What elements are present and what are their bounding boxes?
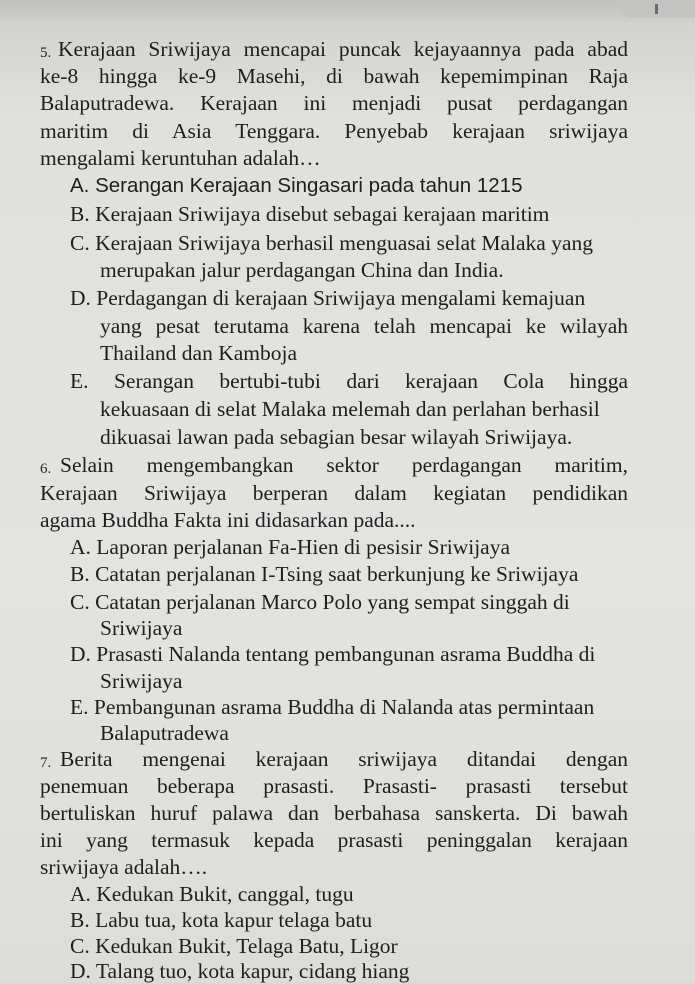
status-tick-icon [655, 4, 658, 14]
option-c: C. Kerajaan Sriwijaya berhasil menguasai selat Malaka yang [70, 231, 593, 255]
option-e-continued: Balaputradewa [100, 721, 229, 745]
question-text-line: maritim di Asia Tenggara. Penyebab kerajaan sriwijaya [40, 119, 628, 143]
option-c-continued: merupakan jalur perdagangan China dan India. [100, 258, 504, 282]
question-number: 7. [40, 755, 52, 771]
question-text-line: penemuan beberapa prasasti. Prasasti- prasasti tersebut [40, 774, 628, 798]
option-e-continued: kekuasaan di selat Malaka melemah dan perlahan berhasil [100, 397, 600, 421]
question-number: 5. [40, 45, 52, 61]
option-d-continued: yang pesat terutama karena telah mencapai ke wilayah [100, 314, 628, 338]
top-edge-bar [0, 0, 695, 22]
option-e-continued: dikuasai lawan pada sebagian besar wilayah Sriwijaya. [100, 425, 573, 449]
question-text-line: ini yang termasuk kepada prasasti peninggalan kerajaan [40, 828, 628, 852]
option-b: B. Kerajaan Sriwijaya disebut sebagai kerajaan maritim [70, 202, 550, 226]
option-d-continued: Sriwijaya [100, 669, 183, 693]
option-e: E. Serangan bertubi-tubi dari kerajaan Cola hingga [70, 369, 628, 393]
option-a: A. Kedukan Bukit, canggal, tugu [70, 882, 354, 906]
option-c: C. Kedukan Bukit, Telaga Batu, Ligor [70, 934, 398, 958]
question-number: 6. [40, 461, 52, 477]
question-text-line: Kerajaan Sriwijaya berperan dalam kegiatan pendidikan [40, 481, 628, 505]
question-text-line: sriwijaya adalah…. [40, 855, 208, 879]
question-text-line: agama Buddha Fakta ini didasarkan pada.... [40, 508, 416, 532]
option-c: C. Catatan perjalanan Marco Polo yang sempat singgah di [70, 590, 570, 614]
option-b: B. Catatan perjalanan I-Tsing saat berkunjung ke Sriwijaya [70, 562, 579, 586]
option-b: B. Labu tua, kota kapur telaga batu [70, 908, 373, 932]
option-d: D. Perdagangan di kerajaan Sriwijaya mengalami kemajuan [70, 286, 586, 310]
question-text-line: Balaputradewa. Kerajaan ini menjadi pusat perdagangan [40, 91, 628, 115]
question-text-line: bertuliskan huruf palawa dan berbahasa sanskerta. Di bawah [40, 801, 628, 825]
option-d: D. Prasasti Nalanda tentang pembangunan asrama Buddha di [70, 642, 596, 666]
question-text-line: Kerajaan Sriwijaya mencapai puncak kejayaannya pada abad [58, 37, 628, 61]
question-text-line: Selain mengembangkan sektor perdagangan maritim, [60, 453, 628, 477]
question-text-line: mengalami keruntuhan adalah… [40, 146, 321, 170]
question-text-line: ke-8 hingga ke-9 Masehi, di bawah kepemimpinan Raja [40, 64, 628, 88]
option-e: E. Pembangunan asrama Buddha di Nalanda atas permintaan [70, 695, 595, 719]
option-d-continued: Thailand dan Kamboja [100, 341, 298, 365]
option-d: D. Talang tuo, kota kapur, cidang hiang [70, 959, 410, 983]
option-a: A. Serangan Kerajaan Singasari pada tahun 1215 [70, 174, 523, 197]
option-c-continued: Sriwijaya [100, 616, 183, 640]
option-a: A. Laporan perjalanan Fa-Hien di pesisir Sriwijaya [70, 535, 511, 559]
question-text-line: Berita mengenai kerajaan sriwijaya ditandai dengan [60, 747, 628, 771]
